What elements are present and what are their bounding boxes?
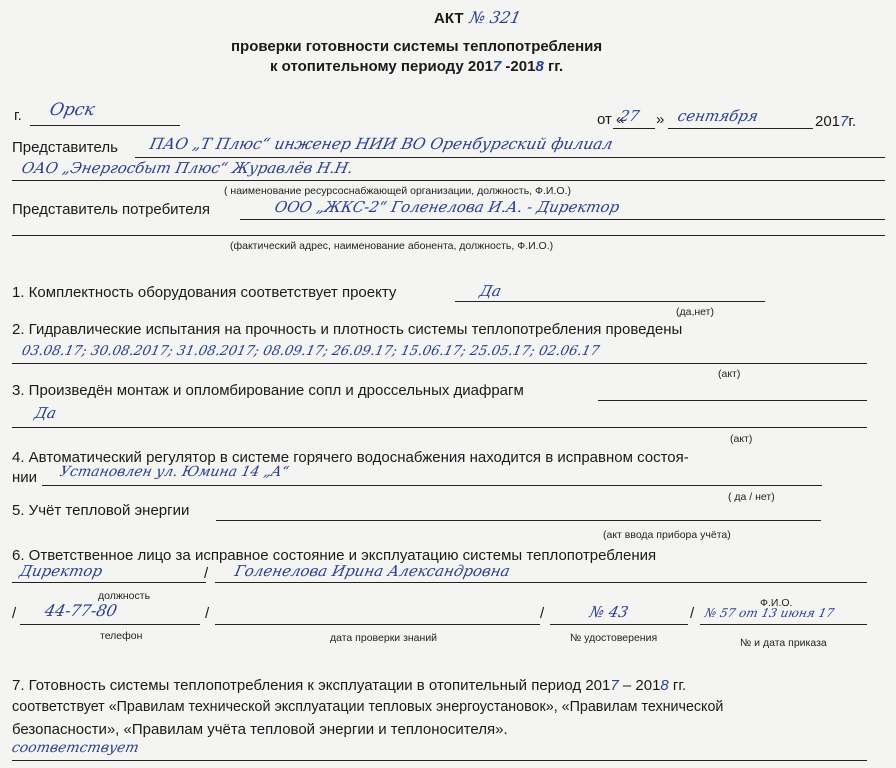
date-year: 2017г. — [815, 113, 857, 130]
item6-cert-line — [550, 624, 688, 625]
item7-line2: соответствует «Правилам технической эксплуатации тепловых энергоустановок», «Правилам технической — [12, 699, 724, 715]
item6-name-line — [215, 582, 867, 583]
title-line2: к отопительному периоду 2017 -2018 гг. — [270, 58, 564, 75]
item6-knowledge-caption: дата проверки знаний — [330, 632, 438, 644]
item7-line — [12, 760, 867, 761]
item1-value: Да — [478, 282, 504, 300]
item2-value: 03.08.17; 30.08.2017; 31.08.2017; 08.09.17; 26.09.17; 15.06.17; 25.05.17; 02.06.17 — [20, 343, 601, 359]
item6-phone-line — [20, 624, 200, 625]
item6-text: 6. Ответственное лицо за исправное состояние и эксплуатацию системы теплопотребления — [12, 547, 657, 564]
item6-order-line — [700, 624, 867, 625]
consumer-line1 — [240, 219, 885, 220]
item7-line3: безопасности», «Правилам учёта тепловой энергии и теплоносителя». — [12, 721, 508, 738]
date-month-line — [668, 128, 813, 129]
item6-separator1: / — [204, 565, 209, 582]
item3-line2 — [12, 427, 867, 428]
item3-line1 — [598, 400, 867, 401]
representative-line1 — [135, 157, 885, 158]
consumer-label: Представитель потребителя — [12, 201, 210, 218]
representative-line2 — [12, 180, 885, 181]
item5-caption: (акт ввода прибора учёта) — [603, 529, 731, 541]
item7-value: соответствует — [10, 740, 141, 756]
item6-order-value: № 57 от 13 июня 17 — [703, 606, 836, 620]
title-line1: проверки готовности системы теплопотребления — [231, 38, 603, 55]
city-value: Орск — [47, 100, 97, 120]
item5-line — [216, 520, 821, 521]
item3-text: 3. Произведён монтаж и опломбирование сопл и дроссельных диафрагм — [12, 382, 524, 399]
representative-value-line2: ОАО „Энергосбыт Плюс“ Журавлёв Н.Н. — [20, 159, 355, 177]
consumer-value: ООО „ЖКС-2“ Голенелова И.А. - Директор — [273, 198, 622, 216]
item5-text: 5. Учёт тепловой энергии — [12, 502, 190, 519]
item6-position-caption: должность — [98, 590, 151, 602]
act-number: № 321 — [467, 8, 523, 27]
item6-order-caption: № и дата приказа — [740, 637, 827, 649]
item2-line — [12, 363, 867, 364]
date-day: 27 — [618, 107, 642, 125]
item6-phone-caption: телефон — [100, 630, 143, 642]
item4-caption: ( да / нет) — [728, 491, 775, 503]
representative-label: Представитель — [12, 139, 118, 156]
city-label: г. — [14, 107, 22, 124]
city-field-line — [30, 125, 180, 126]
item4-value: Установлен ул. Юмина 14 „А“ — [58, 464, 291, 480]
item2-text: 2. Гидравлические испытания на прочность и плотность системы теплопотребления проведены — [12, 321, 683, 338]
item6-separator4: / — [540, 605, 545, 622]
item6-position-line — [12, 582, 206, 583]
date-month: сентября — [676, 107, 760, 125]
item6-cert-value: № 43 — [588, 603, 630, 621]
item2-caption: (акт) — [718, 368, 741, 380]
item6-knowledge-line — [215, 624, 540, 625]
date-prefix: от « — [597, 111, 625, 128]
item3-value: Да — [33, 404, 59, 422]
act-label: АКТ — [434, 10, 464, 27]
item6-phone-value: 44-77-80 — [42, 601, 119, 620]
item6-name-caption: Ф.И.О. — [760, 597, 793, 609]
item1-caption: (да,нет) — [676, 306, 714, 318]
consumer-caption: (фактический адрес, наименование абонента, должность, Ф.И.О.) — [230, 240, 554, 252]
item6-separator2: / — [12, 605, 17, 622]
item4-line — [42, 485, 822, 486]
item1-text: 1. Комплектность оборудования соответствует проекту — [12, 284, 397, 301]
item6-separator3: / — [205, 605, 210, 622]
item6-name-value: Голенелова Ирина Александровна — [233, 562, 512, 580]
consumer-line2 — [12, 235, 885, 236]
date-day-line — [613, 128, 655, 129]
item6-separator5: / — [690, 605, 695, 622]
item3-caption: (акт) — [730, 433, 753, 445]
item6-cert-caption: № удостоверения — [570, 632, 658, 644]
item6-position-value: Директор — [18, 562, 105, 580]
date-middle: » — [656, 111, 665, 128]
item4-text-line2: нии — [12, 469, 38, 486]
item4-text-line1: 4. Автоматический регулятор в системе горячего водоснабжения находится в исправном состоя- — [12, 449, 689, 466]
item7-line1: 7. Готовность системы теплопотребления к эксплуатации в отопительный период 2017 – 2018 гг. — [12, 677, 687, 694]
representative-value-line1: ПАО „Т Плюс“ инженер НИИ ВО Оренбургский филиал — [148, 135, 615, 153]
item1-line — [455, 301, 765, 302]
representative-caption: ( наименование ресурсоснабжающей организации, должность, Ф.И.О.) — [224, 185, 571, 197]
